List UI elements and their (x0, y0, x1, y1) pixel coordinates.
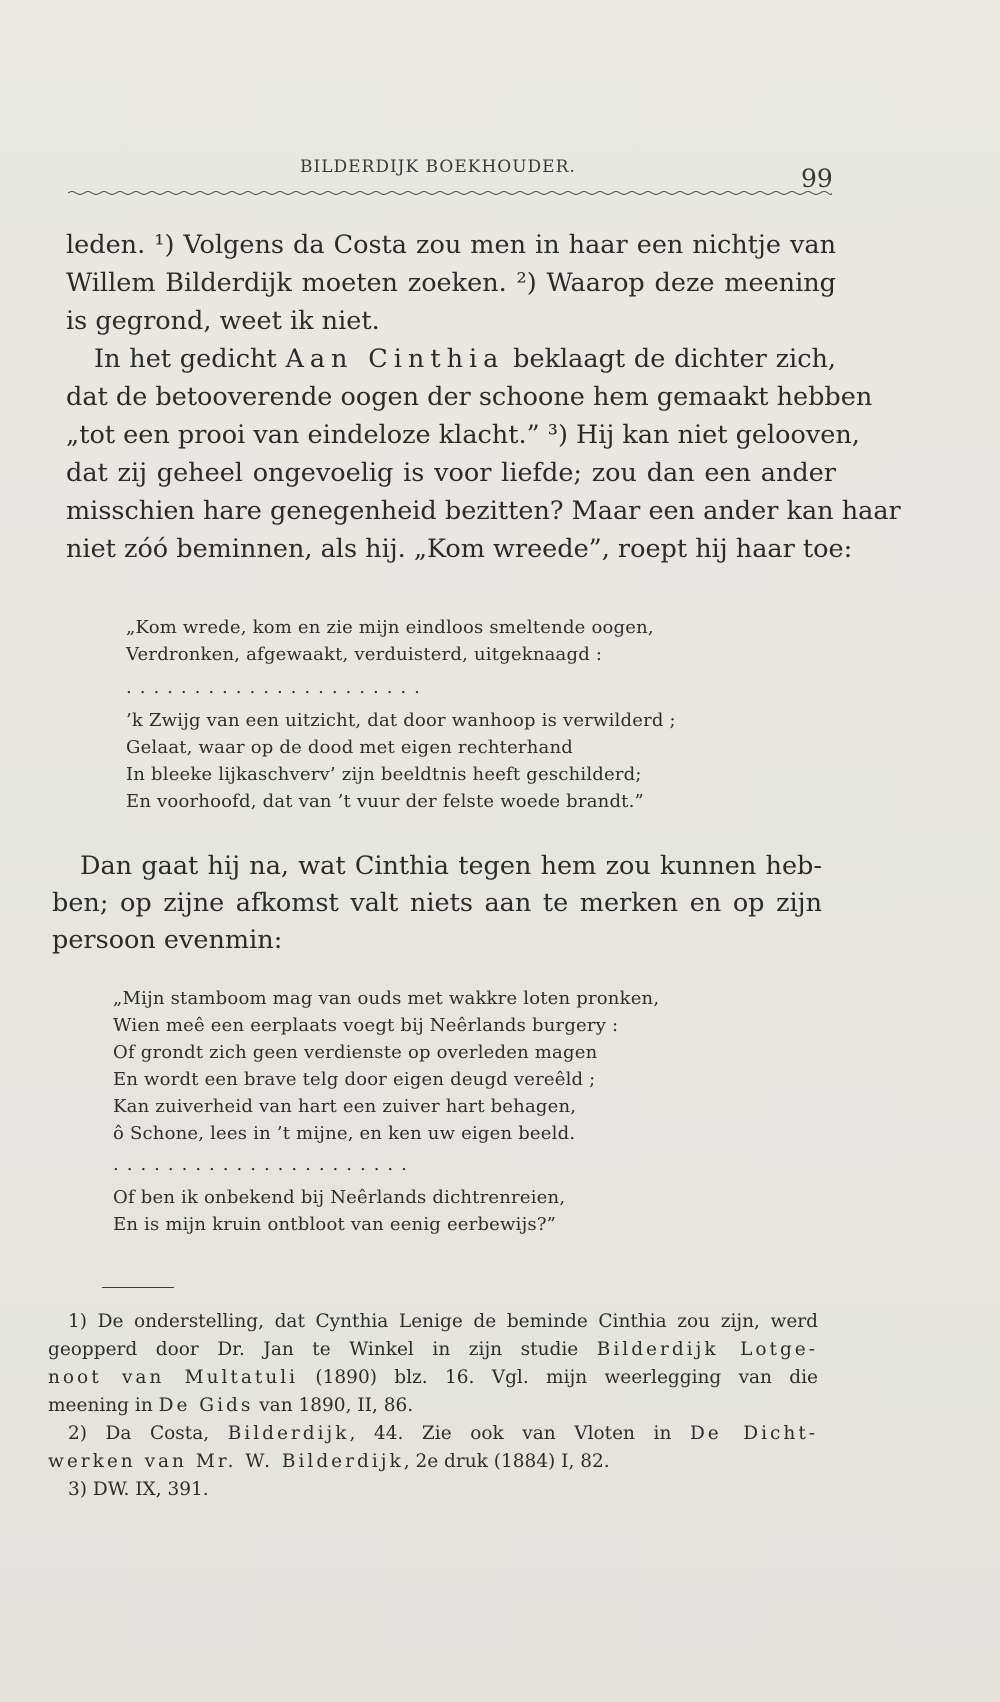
cited-title: werken van Mr. W. Bilderdijk (48, 1451, 404, 1472)
verse-line: Of grondt zich geen verdienste op overleden magen (113, 1042, 598, 1063)
verse-line: Kan zuiverheid van hart een zuiver hart behagen, (113, 1096, 577, 1117)
main-text-block (66, 226, 901, 568)
text-line: leden. ¹) Volgens da Costa zou men in haar een nichtje van (66, 230, 836, 260)
footnote-1-line: 1) De onderstelling, dat Cynthia Lenige de beminde Cinthia zou zijn, werd (68, 1311, 818, 1332)
text-fragment: meening in (48, 1395, 159, 1416)
wavy-header-rule (68, 190, 832, 196)
text-fragment: geopperd door Dr. Jan te Winkel in zijn studie (48, 1339, 597, 1360)
text-line: is gegrond, weet ik niet. (66, 306, 380, 336)
footnotes (48, 1308, 818, 1504)
footnote-1-line (48, 1392, 818, 1420)
verse-line: Wien meê een eerplaats voegt bij Neêrlands burgery : (113, 1015, 619, 1036)
cited-title: De Dicht- (689, 1423, 818, 1444)
text-line: persoon evenmin: (52, 925, 283, 955)
main-text-block-2 (52, 848, 822, 959)
cited-title: Bilderdijk Lotge- (596, 1339, 818, 1360)
verse-line: Gelaat, waar op de dood met eigen rechterhand (126, 737, 573, 758)
text-line (66, 340, 836, 378)
verse-quotation-2 (113, 985, 659, 1238)
cited-title: De Gids (158, 1395, 254, 1416)
verse-line: En wordt een brave telg door eigen deugd vereêld ; (113, 1069, 596, 1090)
page-number: 99 (801, 164, 833, 193)
verse-line: En voorhoofd, dat van ’t vuur der felste woede brandt.” (126, 791, 644, 812)
text-line: Willem Bilderdijk moeten zoeken. ²) Waarop deze meening (66, 268, 836, 298)
footnote-1-line (48, 1364, 818, 1392)
text-fragment: In het gedicht (94, 344, 286, 374)
text-fragment: beklaagt de dichter zich, (504, 344, 837, 374)
text-fragment: van 1890, II, 86. (253, 1395, 414, 1416)
text-line: Dan gaat hij na, wat Cinthia tegen hem zou kunnen heb- (80, 851, 822, 881)
footnote-3-line: 3) DW. IX, 391. (68, 1479, 209, 1500)
text-fragment: (1890) blz. 16. Vgl. mijn weerlegging van die (298, 1367, 819, 1388)
verse-line: ô Schone, lees in ’t mijne, en ken uw eigen beeld. (113, 1123, 576, 1144)
footnote-1-line (48, 1336, 818, 1364)
text-line: misschien hare genegenheid bezitten? Maar een ander kan haar (66, 496, 901, 526)
text-line: dat zij geheel ongevoelig is voor liefde; zou dan een ander (66, 458, 836, 488)
verse-line: Verdronken, afgewaakt, verduisterd, uitgeknaagd : (126, 644, 603, 665)
verse-ellipsis: ...................... (113, 1154, 415, 1175)
footnote-separator (102, 1287, 174, 1288)
text-fragment: 2) Da Costa, (68, 1423, 228, 1444)
poem-title: Aan Cinthia (285, 344, 505, 374)
verse-line: „Kom wrede, kom en zie mijn eindloos smeltende oogen, (126, 617, 654, 638)
running-title: BILDERDIJK BOEKHOUDER. (300, 157, 576, 177)
verse-line: En is mijn kruin ontbloot van eenig eerbewijs?” (113, 1214, 557, 1235)
verse-line: In bleeke lijkaschverv’ zijn beeldtnis heeft geschilderd; (126, 764, 642, 785)
footnote-2-line (48, 1420, 818, 1448)
text-line: niet zóó beminnen, als hij. „Kom wreede”, roept hij haar toe: (66, 534, 853, 564)
verse-line: ’k Zwijg van een uitzicht, dat door wanhoop is verwilderd ; (126, 710, 676, 731)
cited-title: Bilderdijk (227, 1423, 350, 1444)
verse-quotation-1 (126, 614, 676, 815)
text-line: dat de betooverende oogen der schoone hem gemaakt hebben (66, 382, 873, 412)
text-line: „tot een prooi van eindeloze klacht.” ³) Hij kan niet gelooven, (66, 420, 860, 450)
footnote-2-line (48, 1448, 818, 1476)
text-fragment: , 44. Zie ook van Vloten in (349, 1423, 690, 1444)
verse-line: „Mijn stamboom mag van ouds met wakkre loten pronken, (113, 988, 660, 1009)
text-fragment: , 2e druk (1884) I, 82. (403, 1451, 610, 1472)
cited-title: noot van Multatuli (48, 1367, 299, 1388)
text-line: ben; op zijne afkomst valt niets aan te merken en op zijn (52, 888, 822, 918)
verse-ellipsis: ...................... (126, 677, 428, 698)
verse-line: Of ben ik onbekend bij Neêrlands dichtrenreien, (113, 1187, 566, 1208)
